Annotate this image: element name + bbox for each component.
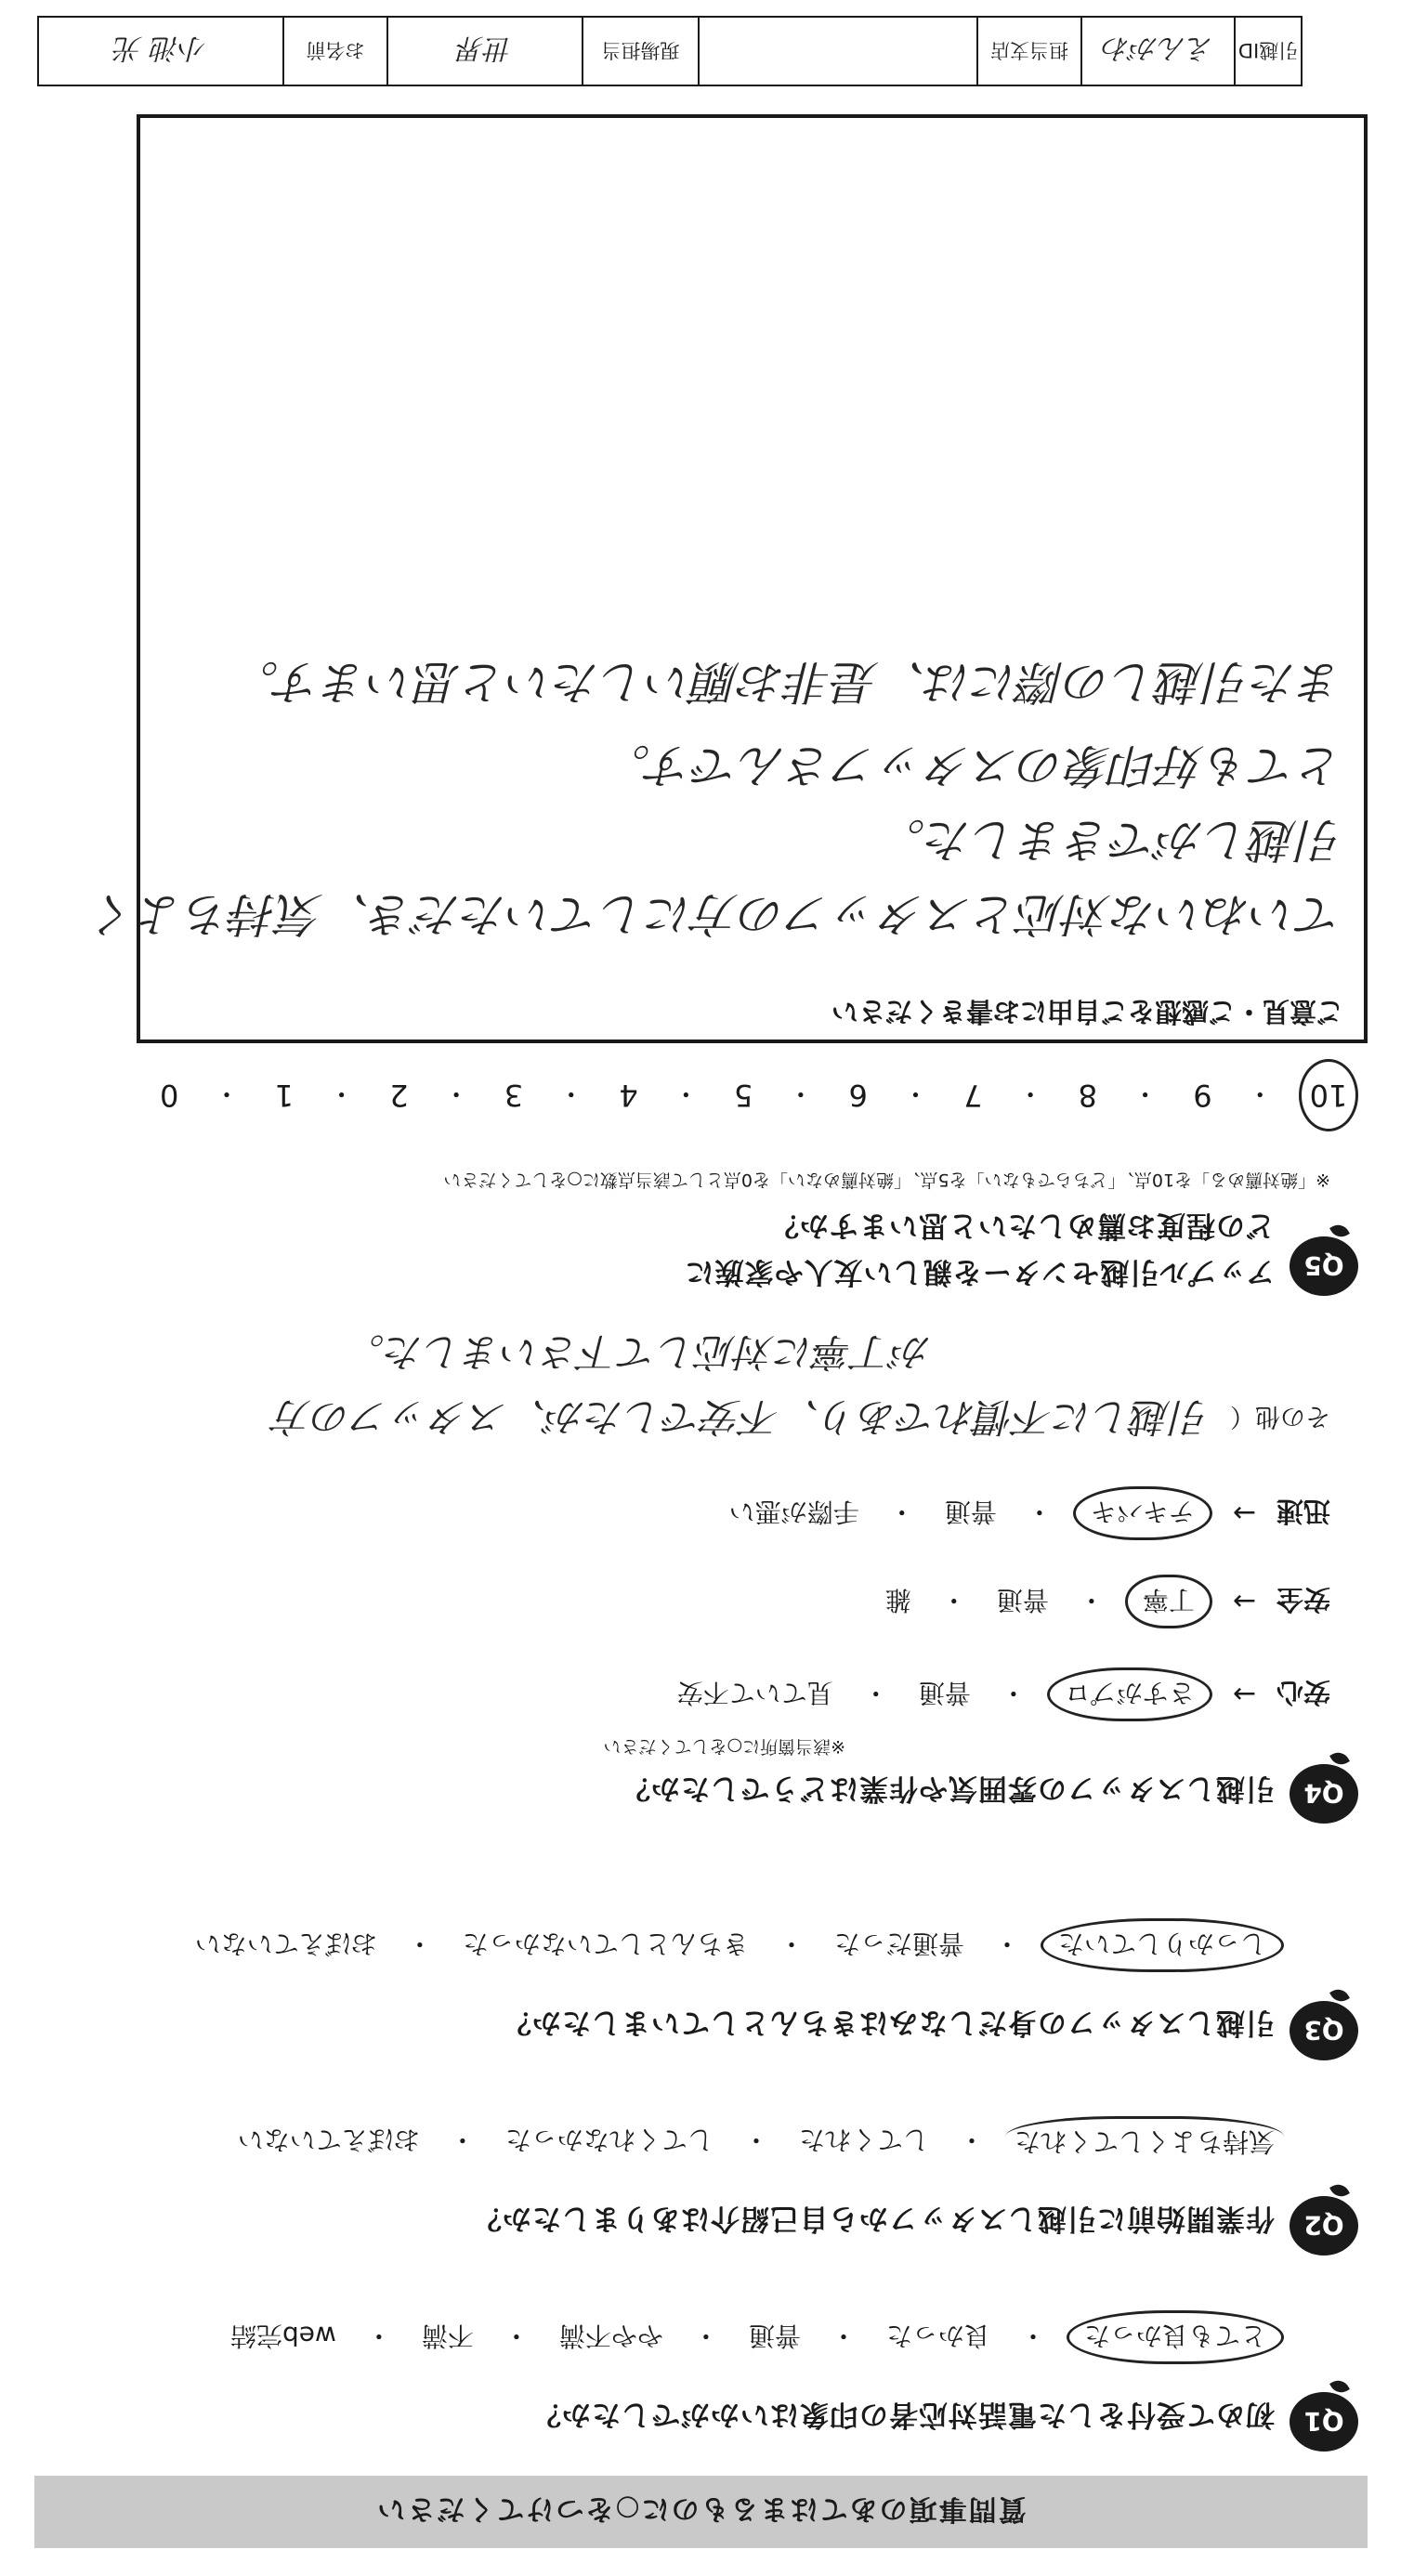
- q2-icon: Q2: [1290, 2196, 1358, 2256]
- q1-option[interactable]: web完結: [229, 2321, 336, 2351]
- label-site-staff: 現場担当: [582, 18, 698, 85]
- comment-line: ていねいな対応とスタッフの方にしていただき、気持ちよく: [91, 887, 1343, 941]
- scale-option-2[interactable]: 2: [389, 1078, 409, 1113]
- q4-row-anzen: 安全 → 丁寧 ・ 普通 ・ 雑: [876, 1575, 1330, 1628]
- q5-question-line2: どの程度お薦めしたいと思いますか？: [769, 1209, 1275, 1242]
- scale-option-1[interactable]: 1: [274, 1078, 294, 1113]
- scale-option-6[interactable]: 6: [848, 1078, 868, 1113]
- scale-option-10[interactable]: 10: [1299, 1059, 1358, 1131]
- q5-note: ※「絶対薦める」を10点、「どちらでもない」を5点、「絶対薦めない」を0点として該当点数に○をしてください: [443, 1170, 1330, 1190]
- q4-row-anshin: 安心 → さすがプロ ・ 普通 ・ 見ていて不安: [668, 1667, 1330, 1721]
- q4-option[interactable]: 手際が悪い: [728, 1497, 859, 1527]
- q2-question: 作業開始前に引越しスタッフから自己紹介はありましたか？: [472, 2202, 1275, 2235]
- comment-box[interactable]: [91, 114, 1368, 1043]
- comment-line: 引越しができました。: [879, 813, 1343, 867]
- q1-options: とても良かった ・ 良かった ・ 普通 ・ やや不満 ・ 不満 ・ web完結: [221, 2310, 1284, 2364]
- q5-question-line1: アップル引越センターを親しい友人や家族に: [684, 1255, 1275, 1288]
- q1-icon: Q1: [1290, 2392, 1358, 2452]
- q1-option[interactable]: やや不満: [558, 2321, 663, 2351]
- q2-option[interactable]: 気持ちよくしてくれた: [1005, 2116, 1284, 2167]
- q4-option[interactable]: 丁寧: [1125, 1575, 1212, 1628]
- arrow-icon: →: [1232, 1678, 1256, 1711]
- comment-title: ご意見・ご感想をご自由にお書きください: [831, 996, 1343, 1028]
- q1-option[interactable]: 普通: [748, 2321, 801, 2351]
- q4-option[interactable]: 普通: [918, 1678, 971, 1708]
- q4-option[interactable]: 普通: [944, 1497, 997, 1527]
- arrow-icon: →: [1232, 1497, 1256, 1530]
- q4-question: 引越しスタッフの雰囲気や作業はどうでしたか？: [621, 1772, 1275, 1805]
- q2-option[interactable]: してくれた: [798, 2125, 929, 2156]
- scale-option-7[interactable]: 7: [963, 1078, 983, 1113]
- q5-icon: Q5: [1290, 1236, 1358, 1296]
- scale-option-8[interactable]: 8: [1078, 1078, 1098, 1113]
- scale-option-9[interactable]: 9: [1193, 1078, 1212, 1113]
- q4-other: [273, 1392, 1330, 1447]
- scale-option-3[interactable]: 3: [504, 1078, 524, 1113]
- q3-icon: Q3: [1290, 2001, 1358, 2060]
- value-site-staff: 世界: [386, 18, 582, 85]
- q3-option[interactable]: おぼえていない: [194, 1929, 377, 1959]
- q4-option[interactable]: テキパキ: [1073, 1486, 1212, 1540]
- q4-row-label: 迅速: [1276, 1496, 1330, 1528]
- scale-option-5[interactable]: 5: [733, 1078, 753, 1113]
- label-branch: 担当支店: [976, 18, 1080, 85]
- arrow-icon: →: [1232, 1585, 1256, 1618]
- staff-info-table: [37, 16, 1303, 86]
- value-branch: [698, 18, 976, 85]
- q4-note: ※該当箇所に○をしてください: [603, 1736, 845, 1757]
- q4-option[interactable]: 普通: [996, 1585, 1049, 1615]
- q4-row-label: 安心: [1276, 1677, 1330, 1709]
- scale-option-0[interactable]: 0: [160, 1078, 179, 1113]
- q3-options: しっかりしていた ・ 普通だった ・ きちんとしていなかった ・ おぼえていない: [186, 1918, 1284, 1972]
- q1-option[interactable]: 良かった: [885, 2321, 990, 2351]
- instruction-banner: 質問事項のあてはまるものに○をつけてください: [34, 2476, 1368, 2548]
- q4-option[interactable]: 見ていて不安: [676, 1678, 833, 1708]
- q4-other-label: その他（: [1230, 1402, 1330, 1432]
- label-name: お名前: [282, 18, 386, 85]
- comment-line: とても好印象のスタッフさんです。: [604, 739, 1343, 792]
- q3-question: 引越しスタッフの身だしなみはきちんとしていましたか？: [502, 2006, 1275, 2039]
- q3-option[interactable]: 普通だった: [833, 1929, 964, 1959]
- comment-line: また引越しの際には、是非お願いしたいと思います。: [232, 655, 1343, 709]
- q4-option[interactable]: 雑: [884, 1585, 911, 1615]
- q2-options: 気持ちよくしてくれた ・ してくれた ・ してくれなかった ・ おぼえていない: [229, 2116, 1284, 2167]
- q1-question: 初めて受付をした電話対応者の印象はいかがでしたか？: [531, 2398, 1275, 2431]
- q2-option[interactable]: してくれなかった: [504, 2125, 714, 2156]
- q4-row-label: 安全: [1276, 1584, 1330, 1616]
- q2-option[interactable]: おぼえていない: [237, 2125, 420, 2156]
- q1-option[interactable]: とても良かった: [1067, 2310, 1284, 2364]
- scale-option-4[interactable]: 4: [619, 1078, 638, 1113]
- q4-other-answer-line1: 引越しに不慣れであり、不安でしたが、スタッフの方: [272, 1394, 1210, 1440]
- q4-icon: Q4: [1290, 1764, 1358, 1824]
- q3-option[interactable]: きちんとしていなかった: [462, 1929, 749, 1959]
- label-move-id: 引越ID: [1234, 18, 1301, 85]
- q4-other-answer-line2: が丁寧に対応して下さいました。: [345, 1329, 931, 1375]
- q4-option[interactable]: さすがプロ: [1047, 1667, 1212, 1721]
- q5-scale: 10 ・ 9 ・ 8 ・ 7 ・ 6 ・ 5 ・ 4 ・ 3 ・ 2 ・ 1 ・ 0: [151, 1059, 1358, 1131]
- value-move-id: えんがわ: [1080, 18, 1234, 85]
- q3-option[interactable]: しっかりしていた: [1041, 1918, 1284, 1972]
- q1-option[interactable]: 不満: [421, 2321, 474, 2351]
- value-name: 小池 光: [114, 32, 207, 64]
- q4-row-jinsoku: 迅速 → テキパキ ・ 普通 ・ 手際が悪い: [720, 1486, 1330, 1540]
